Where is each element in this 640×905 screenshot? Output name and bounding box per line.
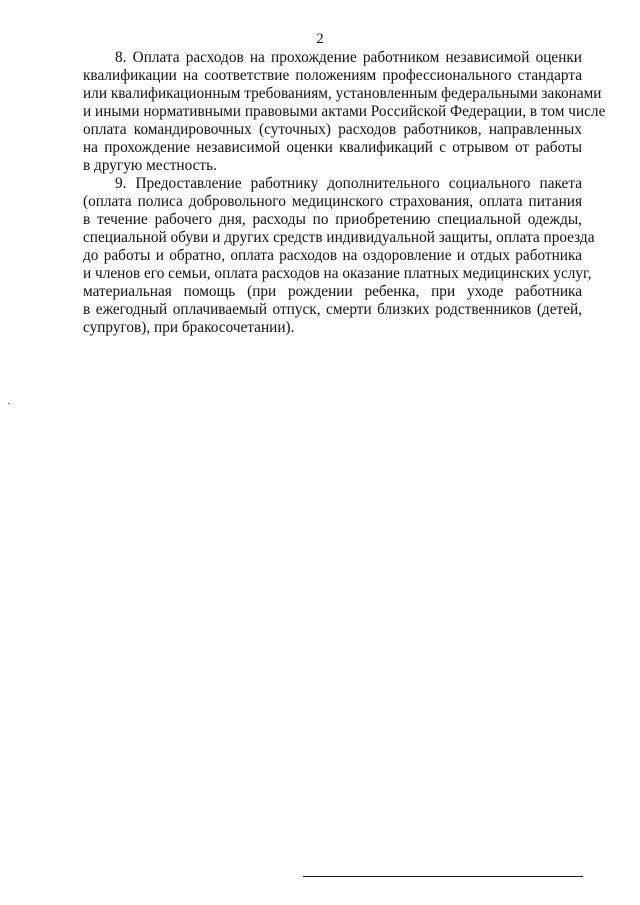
text-line: специальной обуви и других средств индивидуальной защиты, оплата проезда xyxy=(83,229,595,246)
text-line: 8. Оплата расходов на прохождение работником независимой оценки xyxy=(115,49,582,66)
text-line: в ежегодный оплачиваемый отпуск, смерти близких родственников (детей, xyxy=(83,301,582,318)
text-line: до работы и обратно, оплата расходов на оздоровление и отдых работника xyxy=(83,247,582,264)
text-line: оплата командировочных (суточных) расходов работников, направленных xyxy=(83,121,582,138)
text-line: 9. Предоставление работнику дополнительного социального пакета xyxy=(115,175,582,192)
text-line: квалификации на соответствие положениям профессионального стандарта xyxy=(83,67,582,84)
text-line: и иными нормативными правовыми актами Российской Федерации, в том числе xyxy=(83,103,606,120)
text-line: супругов), при бракосочетании). xyxy=(83,319,295,336)
text-line: (оплата полиса добровольного медицинского страхования, оплата питания xyxy=(83,193,582,210)
paragraph-8 xyxy=(83,49,606,175)
text-line: материальная помощь (при рождении ребенка, при уходе работника xyxy=(83,283,582,300)
page-number: 2 xyxy=(316,31,324,47)
text-line: или квалификационным требованиям, установленным федеральными законами xyxy=(83,85,602,102)
text-line: на прохождение независимой оценки квалификаций с отрывом от работы xyxy=(83,139,582,156)
paragraph-9 xyxy=(83,175,595,337)
scan-speck xyxy=(8,403,10,404)
text-line: в другую местность. xyxy=(83,157,217,174)
text-line: и членов его семьи, оплата расходов на оказание платных медицинских услуг, xyxy=(83,265,592,282)
text-line: в течение рабочего дня, расходы по приобретению специальной одежды, xyxy=(83,211,582,228)
footer-rule xyxy=(303,876,583,877)
